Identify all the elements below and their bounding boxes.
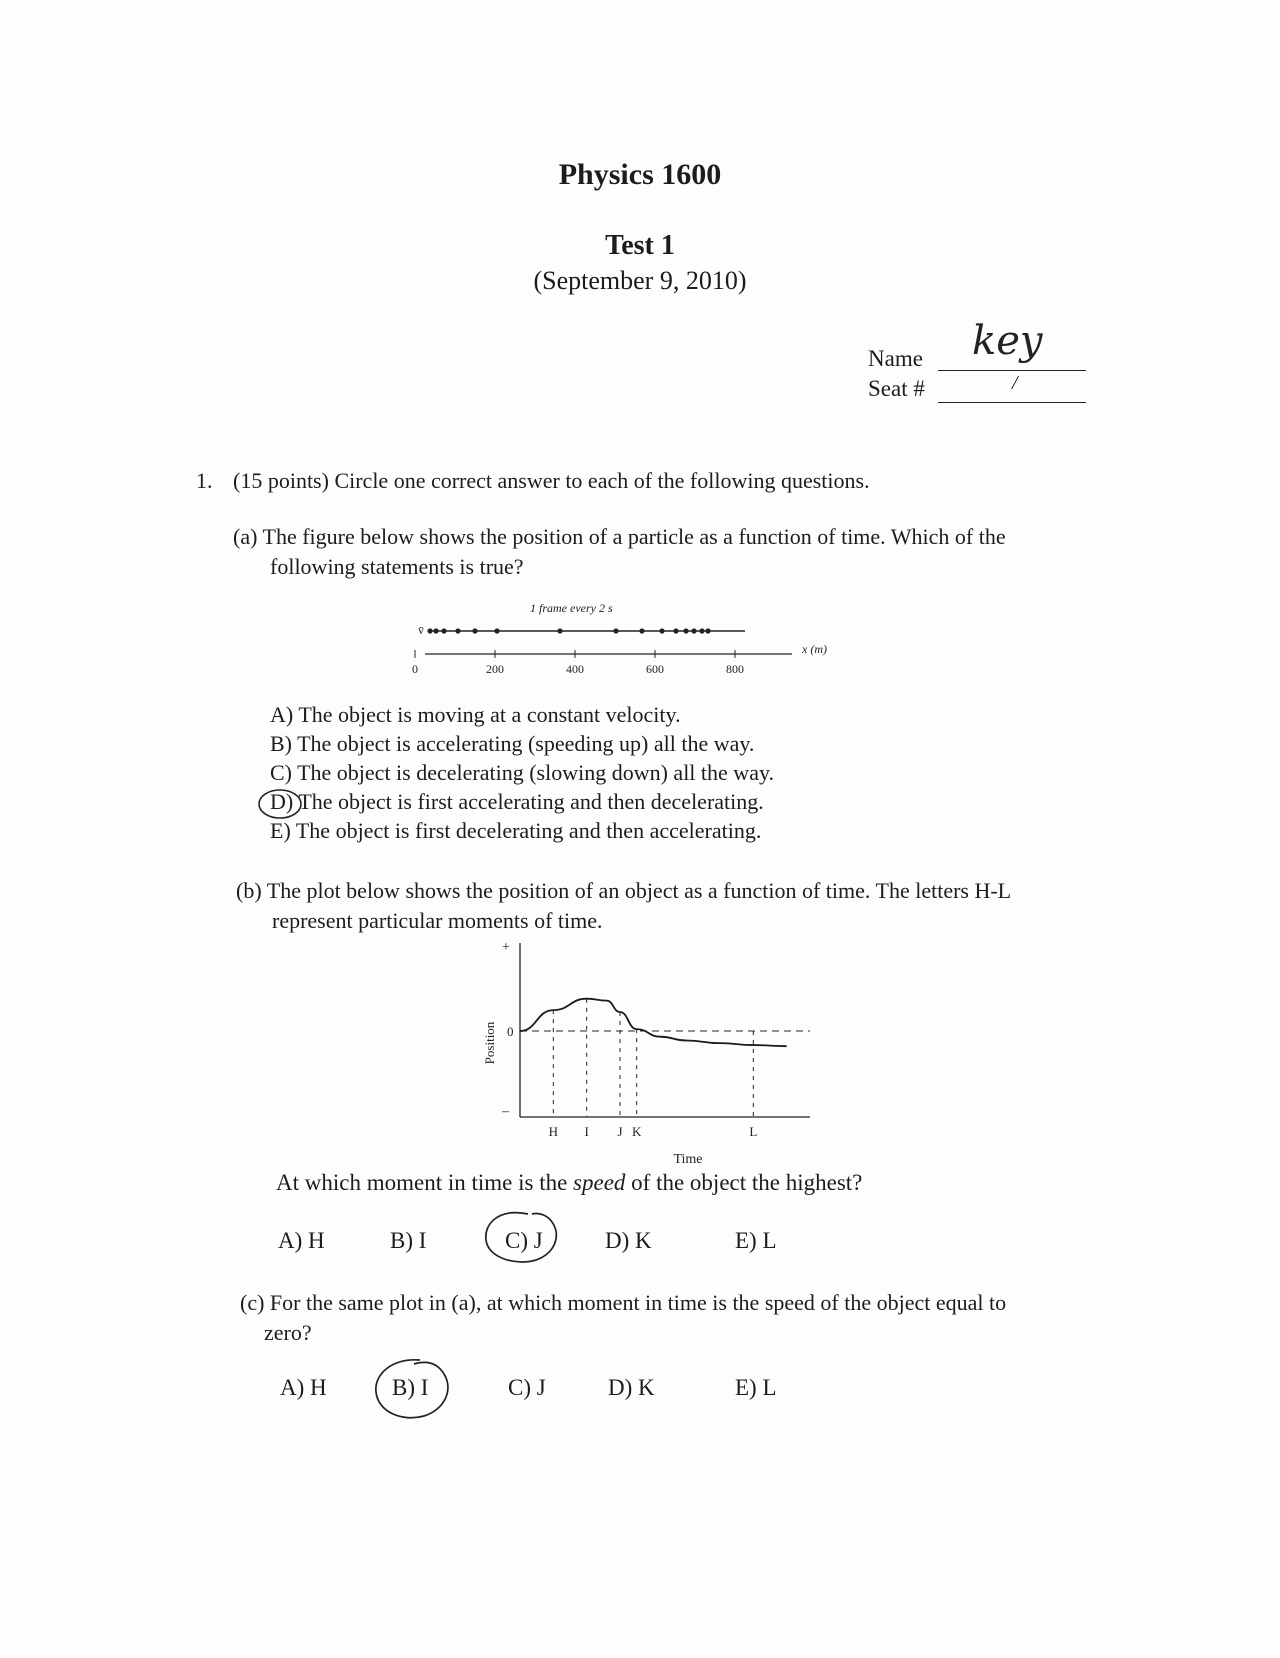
- circle-mark-a: [256, 787, 306, 821]
- course-title: Physics 1600: [558, 158, 722, 191]
- test-title: Test 1: [605, 230, 675, 261]
- marker-label: I: [584, 1124, 589, 1139]
- option-e[interactable]: E) The object is first decelerating and then accelerating.: [270, 818, 762, 843]
- part-c-prompt-1: (c) For the same plot in (a), at which moment in time is the speed of the object equal to: [240, 1290, 1007, 1315]
- marker-label: H: [548, 1124, 559, 1139]
- option-c[interactable]: C) The object is decelerating (slowing down) all the way.: [270, 760, 775, 785]
- option-a[interactable]: A) The object is moving at a constant velocity.: [270, 702, 681, 727]
- part-b-prompt-2: represent particular moments of time.: [272, 908, 603, 933]
- choice-b-e[interactable]: E) L: [735, 1228, 777, 1253]
- choice-b-b[interactable]: B) I: [390, 1228, 427, 1253]
- frame-dot: [441, 628, 446, 633]
- choice-b-a[interactable]: A) H: [278, 1228, 325, 1253]
- part-b-question-em: speed: [573, 1170, 626, 1195]
- part-b-prompt-1: (b) The plot below shows the position of an object as a function of time. The letters H-L: [236, 878, 1012, 903]
- frame-dot: [494, 628, 499, 633]
- frame-dot: [691, 628, 696, 633]
- seat-label: Seat #: [868, 376, 925, 401]
- frame-dot: [699, 628, 704, 633]
- chart-area: [482, 940, 810, 1167]
- seat-handwritten: /: [1012, 372, 1018, 394]
- choice-c-d[interactable]: D) K: [608, 1375, 655, 1400]
- motion-axis-label: x (m): [802, 642, 827, 656]
- y-tick-zero: 0: [507, 1024, 514, 1039]
- axis-tick-label: 600: [646, 662, 664, 676]
- circle-mark-b: [478, 1206, 568, 1270]
- frame-dot: [557, 628, 562, 633]
- axis-tick-label: 400: [566, 662, 584, 676]
- choice-c-a[interactable]: A) H: [280, 1375, 327, 1400]
- part-b-question-pre: At which moment in time is the: [276, 1170, 574, 1195]
- question-prompt: (15 points) Circle one correct answer to each of the following questions.: [233, 468, 870, 493]
- frame-dot: [472, 628, 477, 633]
- choice-c-c[interactable]: C) J: [508, 1375, 546, 1400]
- marker-label: J: [617, 1124, 623, 1139]
- option-b[interactable]: B) The object is accelerating (speeding up) all the way.: [270, 731, 755, 756]
- axis-tick-label: 800: [726, 662, 744, 676]
- option-d[interactable]: D) The object is first accelerating and then decelerating.: [270, 789, 764, 814]
- frame-dot: [639, 628, 644, 633]
- axis-tick-label: 200: [486, 662, 504, 676]
- part-c-prompt-2: zero?: [264, 1320, 312, 1345]
- velocity-label: v̄: [418, 623, 424, 637]
- choice-b-c[interactable]: C) J: [505, 1228, 543, 1253]
- name-handwritten: key: [972, 318, 1043, 364]
- part-a-prompt-2: following statements is true?: [270, 554, 524, 579]
- motion-diagram: [400, 598, 840, 678]
- frame-dot: [705, 628, 710, 633]
- frame-dot: [427, 628, 432, 633]
- y-tick-plus: +: [502, 940, 510, 955]
- position-time-chart: [482, 935, 858, 1167]
- choice-c-b[interactable]: B) I: [392, 1375, 429, 1400]
- question-number: 1.: [196, 468, 213, 493]
- marker-label: K: [631, 1124, 642, 1139]
- motion-caption: 1 frame every 2 s: [530, 601, 613, 615]
- y-tick-minus: –: [502, 1104, 509, 1119]
- x-axis-label: Time: [673, 1152, 703, 1167]
- frame-dot: [683, 628, 688, 633]
- y-axis-label: Position: [482, 1021, 497, 1065]
- part-a-options: [270, 700, 774, 845]
- frame-dot: [613, 628, 618, 633]
- frame-dot: [433, 628, 438, 633]
- circle-mark-c: [368, 1350, 458, 1430]
- part-b-question: [276, 1168, 862, 1198]
- frame-dot: [659, 628, 664, 633]
- part-a-prompt-1: (a) The figure below shows the position of a particle as a function of time. Which of the: [233, 524, 1006, 549]
- choice-b-d[interactable]: D) K: [605, 1228, 652, 1253]
- frame-dot: [455, 628, 460, 633]
- marker-label: L: [749, 1124, 758, 1139]
- name-label: Name: [868, 346, 923, 371]
- part-b-question-post: of the object the highest?: [625, 1170, 863, 1195]
- position-curve: [520, 999, 787, 1046]
- frame-dot: [673, 628, 678, 633]
- choice-c-e[interactable]: E) L: [735, 1375, 777, 1400]
- axis-tick-label: 0: [412, 662, 418, 676]
- test-date: (September 9, 2010): [533, 266, 747, 295]
